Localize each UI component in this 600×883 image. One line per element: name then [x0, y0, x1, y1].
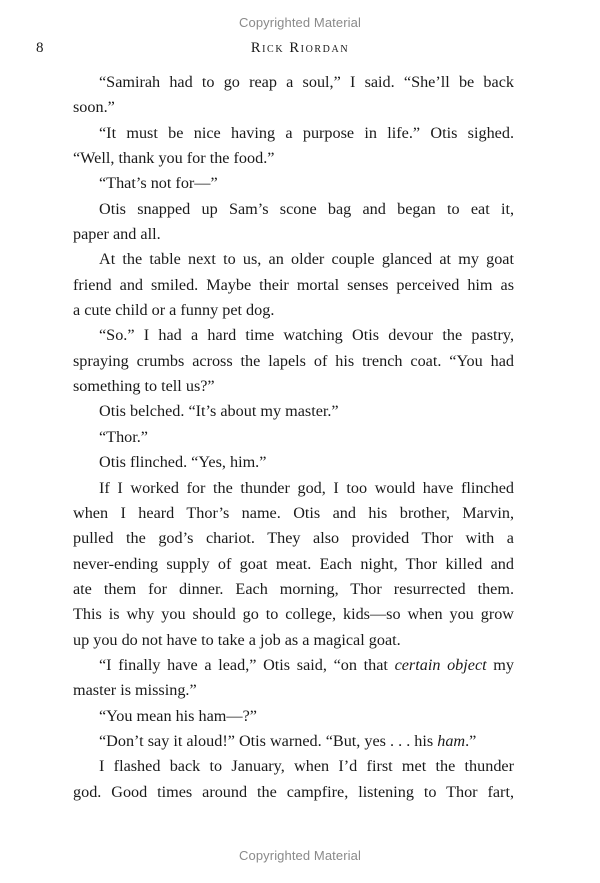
italic-text-run: certain object	[394, 655, 487, 674]
text-run: ate them for dinner. Each morning, Thor resurrected them.	[73, 579, 514, 598]
text-run: Otis snapped up Sam’s scone bag and began to eat it,	[99, 199, 514, 218]
text-line	[73, 425, 514, 450]
body-text	[73, 70, 514, 805]
text-line	[73, 577, 514, 602]
text-line	[73, 247, 514, 272]
text-line	[73, 222, 514, 247]
italic-text-run: ham	[437, 731, 466, 750]
text-run: “That’s not for—”	[99, 174, 218, 193]
text-run: “Well, thank you for the food.”	[73, 149, 275, 168]
text-line	[73, 476, 514, 501]
running-head: Rick Riordan	[250, 40, 350, 56]
text-line	[73, 754, 514, 779]
text-line	[73, 171, 514, 196]
text-line	[73, 450, 514, 475]
text-run: when I heard Thor’s name. Otis and his brother, Marvin,	[73, 503, 514, 522]
text-line	[73, 653, 514, 678]
text-line	[73, 678, 514, 703]
text-line	[73, 704, 514, 729]
text-line	[73, 273, 514, 298]
text-run: “I finally have a lead,” Otis said, “on that	[99, 655, 395, 674]
text-line	[73, 526, 514, 551]
text-run: “It must be nice having a purpose in life.” Otis sighed.	[99, 123, 514, 142]
text-line	[73, 349, 514, 374]
text-run: This is why you should go to college, kids—so when you grow	[73, 605, 514, 624]
text-run: never-ending supply of goat meat. Each night, Thor killed and	[73, 554, 514, 573]
text-run: If I worked for the thunder god, I too would have flinched	[99, 478, 514, 497]
text-line	[73, 121, 514, 146]
text-line	[73, 298, 514, 323]
page-number: 8	[36, 40, 44, 56]
text-line	[73, 146, 514, 171]
text-line	[73, 70, 514, 95]
copyright-watermark-bottom: Copyrighted Material	[239, 848, 361, 863]
text-run: master is missing.”	[73, 681, 197, 700]
text-line	[73, 780, 514, 805]
text-run: “You mean his ham—?”	[99, 706, 257, 725]
text-run: up you do not have to take a job as a magical goat.	[73, 630, 401, 649]
text-run: .”	[465, 731, 477, 750]
text-line	[73, 729, 514, 754]
text-run: paper and all.	[73, 225, 161, 244]
text-run: Otis flinched. “Yes, him.”	[99, 453, 267, 472]
text-line	[73, 197, 514, 222]
text-run: something to tell us?”	[73, 377, 215, 396]
text-line	[73, 628, 514, 653]
copyright-watermark-top: Copyrighted Material	[239, 15, 361, 30]
text-run: friend and smiled. Maybe their mortal senses perceived him as	[73, 275, 514, 294]
text-line	[73, 501, 514, 526]
text-run: “Samirah had to go reap a soul,” I said. “She’ll be back	[99, 73, 514, 91]
text-run: “So.” I had a hard time watching Otis devour the pastry,	[99, 326, 514, 345]
text-run: spraying crumbs across the lapels of his trench coat. “You had	[73, 351, 514, 370]
text-run: Otis belched. “It’s about my master.”	[99, 402, 339, 421]
text-run: I flashed back to January, when I’d first met the thunder	[99, 757, 514, 776]
text-line	[73, 602, 514, 627]
text-line	[73, 374, 514, 399]
text-run: a cute child or a funny pet dog.	[73, 301, 275, 320]
text-run: my	[486, 655, 514, 674]
text-line	[73, 552, 514, 577]
text-run: At the table next to us, an older couple glanced at my goat	[99, 250, 514, 269]
text-run: “Don’t say it aloud!” Otis warned. “But, yes . . . his	[99, 731, 438, 750]
text-run: pulled the god’s chariot. They also provided Thor with a	[73, 529, 514, 548]
text-run: “Thor.”	[99, 427, 148, 446]
text-line	[73, 399, 514, 424]
text-line	[73, 323, 514, 348]
text-run: god. Good times around the campfire, listening to Thor fart,	[73, 782, 514, 801]
text-run: soon.”	[73, 98, 115, 117]
text-line	[73, 95, 514, 120]
